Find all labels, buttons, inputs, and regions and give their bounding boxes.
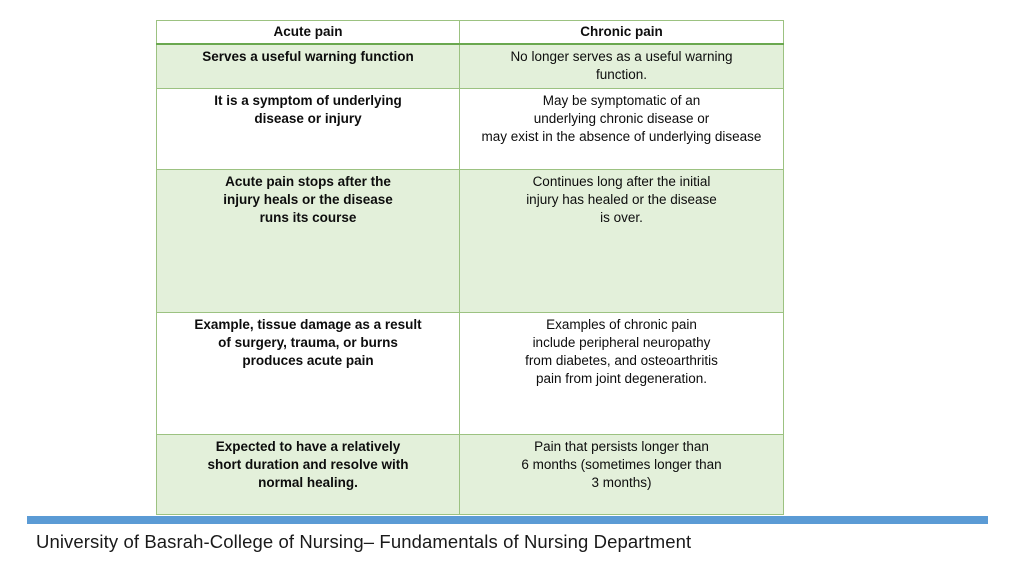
cell-text-line: Acute pain stops after the [225, 173, 391, 189]
table-row [157, 169, 784, 312]
cell-text-line: injury heals or the disease [223, 191, 393, 207]
table-row [157, 312, 784, 434]
cell-text-line: Expected to have a relatively [215, 438, 401, 454]
cell-text-line: No longer serves as a useful warning [510, 48, 733, 64]
cell-text-line: underlying chronic disease or [533, 110, 710, 126]
table-cell-chronic [460, 312, 784, 434]
cell-text [163, 316, 453, 370]
cell-text-line: injury has healed or the disease [526, 191, 717, 207]
cell-text-line: short duration and resolve with [207, 456, 409, 472]
table-cell-chronic [460, 434, 784, 514]
cell-text-line: function. [595, 66, 648, 82]
cell-text-line: Continues long after the initial [532, 173, 711, 189]
cell-text-line: 3 months) [591, 474, 652, 490]
table-cell-chronic [460, 169, 784, 312]
cell-text-line: Example, tissue damage as a result [194, 316, 422, 332]
table-body [157, 44, 784, 514]
table-row [157, 434, 784, 514]
table-cell-acute [157, 88, 460, 169]
cell-text [163, 92, 453, 128]
cell-text [466, 92, 777, 146]
table-cell-chronic [460, 44, 784, 88]
table-header-row [157, 21, 784, 44]
cell-text-line: include peripheral neuropathy [532, 334, 711, 350]
table-row [157, 88, 784, 169]
cell-text-line: from diabetes, and osteoarthritis [525, 352, 718, 368]
column-header-acute-pain: Acute pain [157, 21, 460, 44]
table-cell-acute [157, 312, 460, 434]
cell-text-line: 6 months (sometimes longer than [521, 456, 722, 472]
cell-text [163, 173, 453, 227]
cell-text [466, 48, 777, 84]
cell-text [466, 316, 777, 388]
cell-text-line: is over. [600, 209, 643, 225]
cell-text-line: Examples of chronic pain [546, 316, 697, 332]
cell-text-line: May be symptomatic of an [542, 92, 701, 108]
cell-text [466, 438, 777, 492]
cell-text [163, 48, 453, 66]
acute-vs-chronic-pain-table [156, 20, 784, 515]
table-cell-chronic [460, 88, 784, 169]
footer-accent-bar [27, 516, 988, 524]
cell-text [163, 438, 453, 492]
cell-text-line: Pain that persists longer than [534, 438, 709, 454]
footer-institution-text: University of Basrah-College of Nursing– Fundamentals of Nursing Department [36, 531, 692, 552]
table-cell-acute [157, 44, 460, 88]
cell-text-line: It is a symptom of underlying [214, 92, 402, 108]
cell-text-line: normal healing. [258, 474, 358, 490]
cell-text [466, 173, 777, 227]
column-header-chronic-pain: Chronic pain [460, 21, 784, 44]
cell-text-line: may exist in the absence of underlying disease [481, 128, 762, 144]
table-cell-acute [157, 434, 460, 514]
cell-text-line: of surgery, trauma, or burns [218, 334, 398, 350]
table-header [157, 21, 784, 44]
cell-text-line: produces acute pain [242, 352, 374, 368]
cell-text-line: disease or injury [254, 110, 362, 126]
cell-text-line: runs its course [259, 209, 357, 225]
cell-text-line: pain from joint degeneration. [535, 370, 708, 386]
table-row [157, 44, 784, 88]
table-cell-acute [157, 169, 460, 312]
cell-text-line: Serves a useful warning function [202, 48, 414, 64]
